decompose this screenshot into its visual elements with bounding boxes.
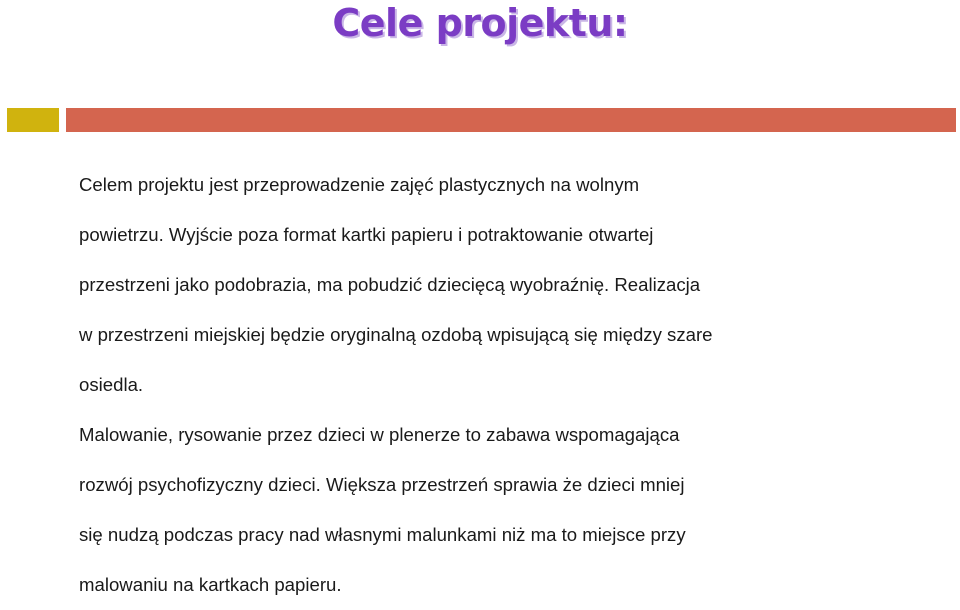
text-line: rozwój psychofizyczny dzieci. Większa przestrzeń sprawia że dzieci mniej xyxy=(79,474,685,495)
slide-title: Cele projektu: xyxy=(332,1,628,45)
text-line: się nudzą podczas pracy nad własnymi malunkami niż ma to miejsce przy xyxy=(79,524,686,545)
accent-bar-yellow xyxy=(7,108,59,132)
accent-bar-orange xyxy=(66,108,956,132)
paragraph-benefits xyxy=(79,410,941,610)
text-line: Malowanie, rysowanie przez dzieci w plenerze to zabawa wspomagająca xyxy=(79,424,680,445)
text-line: w przestrzeni miejskiej będzie oryginalną ozdobą wpisującą się między szare xyxy=(79,324,713,345)
body-text xyxy=(79,160,941,610)
paragraph-goal xyxy=(79,160,941,410)
text-line: przestrzeni jako podobrazia, ma pobudzić dziecięcą wyobraźnię. Realizacja xyxy=(79,274,701,295)
text-line: Celem projektu jest przeprowadzenie zajęć plastycznych na wolnym xyxy=(79,174,640,195)
text-line: malowaniu na kartkach papieru. xyxy=(79,574,342,595)
text-line: osiedla. xyxy=(79,374,144,395)
text-line: powietrzu. Wyjście poza format kartki papieru i potraktowanie otwartej xyxy=(79,224,654,245)
